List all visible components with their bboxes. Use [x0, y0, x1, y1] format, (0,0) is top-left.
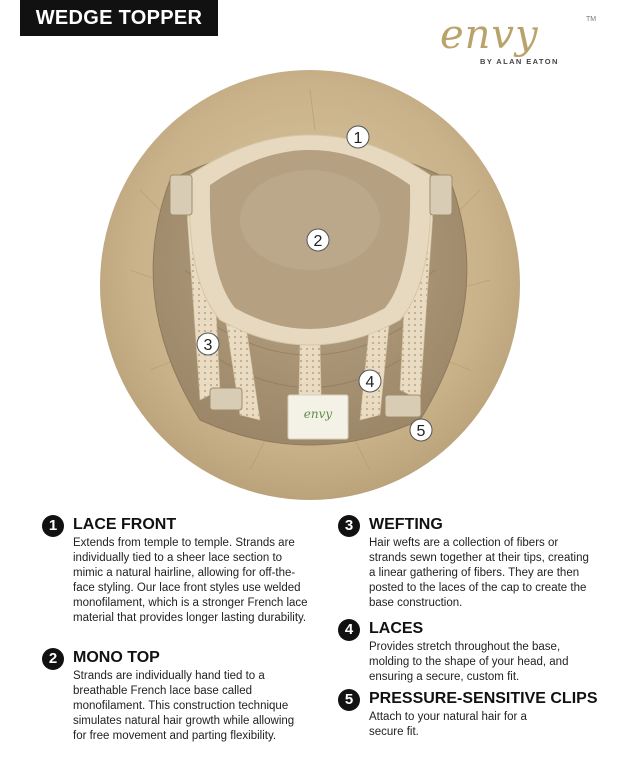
- page-title: WEDGE TOPPER: [20, 0, 218, 36]
- marker-2: [307, 229, 329, 251]
- feature-description: Extends from temple to temple. Strands are individually tied to a sheer lace section to mimic a natural hairline, allowing for off-the-face styling. Our lace front styles use welded monofilament, which is a stronger French lace material that provides longer lasting durability.: [73, 537, 308, 624]
- feature-number-badge: 4: [338, 619, 360, 641]
- brand-wordmark: envy: [440, 12, 539, 58]
- marker-5: [410, 419, 432, 441]
- feature-title: MONO TOP: [73, 649, 160, 666]
- wig-cap-diagram: [100, 70, 520, 500]
- feature-description: Provides stretch throughout the base, molding to the shape of your head, and ensuring a secure, custom fit.: [369, 641, 569, 683]
- feature-title: LACES: [369, 620, 424, 637]
- svg-text:1: 1: [353, 130, 363, 147]
- marker-1: [347, 126, 369, 148]
- feature-number-badge: 3: [338, 515, 360, 537]
- feature-number-badge: 5: [338, 689, 360, 711]
- feature-title: WEFTING: [369, 516, 443, 533]
- marker-3: [197, 333, 219, 355]
- svg-text:5: 5: [416, 423, 426, 440]
- feature-description: Hair wefts are a collection of fibers or strands sewn together at their tips, creating a linear gathering of fibers. They are then posted to the laces of the cap to create the base construction.: [369, 537, 589, 609]
- feature-title: LACE FRONT: [73, 516, 177, 533]
- feature-description: Strands are individually hand tied to a breathable French lace base called monofilament. This construction technique simulates natural hair growth while allowing for free movement and parting flexibility.: [73, 670, 295, 742]
- brand-tag-text: envy: [303, 407, 333, 421]
- feature-number-badge: 1: [42, 515, 64, 537]
- svg-text:2: 2: [313, 233, 323, 250]
- feature-number-badge: 2: [42, 648, 64, 670]
- trademark-mark: TM: [586, 16, 597, 23]
- feature-description: Attach to your natural hair for a secure fit.: [369, 711, 527, 738]
- brand-tagline: BY ALAN EATON: [480, 57, 559, 66]
- brand-logo: [440, 12, 600, 70]
- feature-title: PRESSURE-SENSITIVE CLIPS: [369, 690, 598, 707]
- svg-text:4: 4: [365, 374, 375, 391]
- marker-4: [359, 370, 381, 392]
- svg-text:3: 3: [203, 337, 213, 354]
